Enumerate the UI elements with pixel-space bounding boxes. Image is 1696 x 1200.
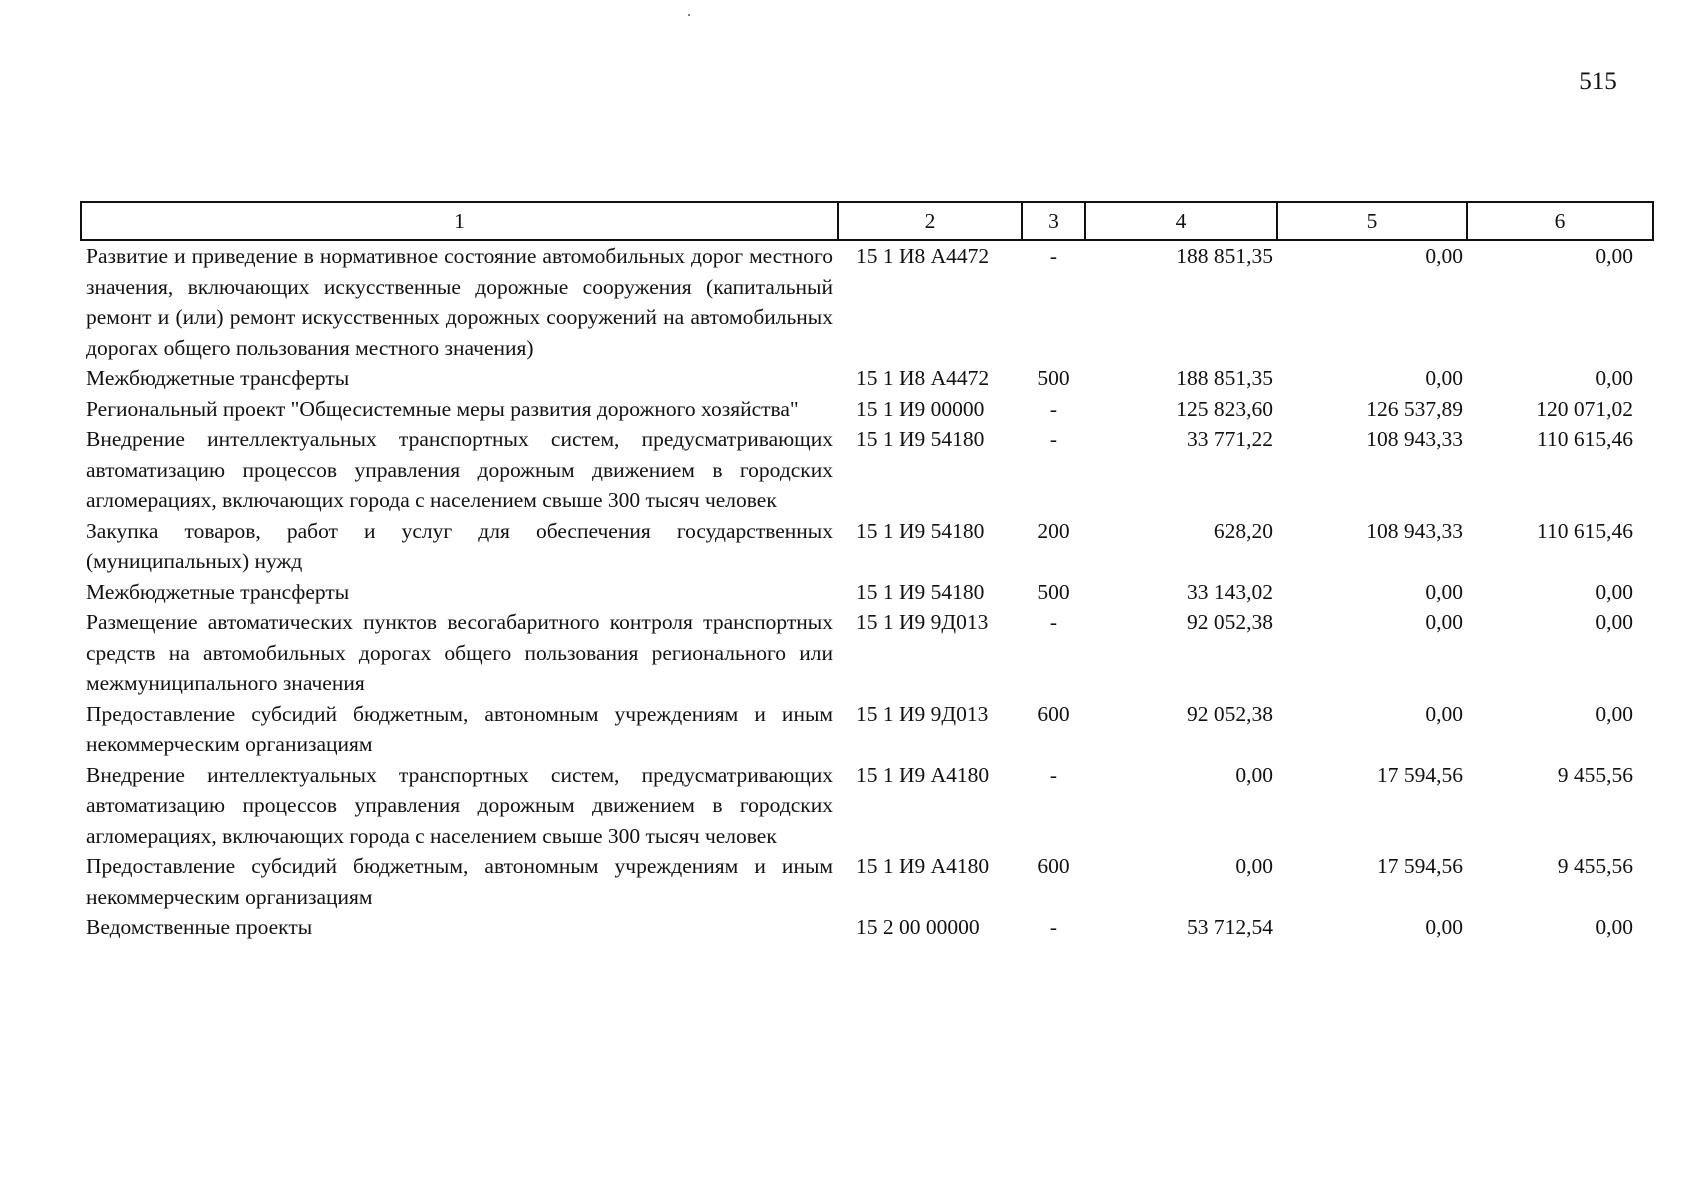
- row-type: -: [1049, 427, 1058, 451]
- row-value-4: 188 851,35: [1176, 244, 1273, 268]
- row-name: Предоставление субсидий бюджетным, автономным учреждениям и иным некоммерческим организациям: [86, 701, 833, 756]
- table-row: [81, 699, 1653, 760]
- row-code: 15 1 И9 54180: [856, 427, 985, 451]
- row-value-6: 0,00: [1595, 366, 1633, 390]
- row-value-4: 53 712,54: [1187, 915, 1273, 939]
- row-value-5: 0,00: [1425, 915, 1463, 939]
- row-value-4: 92 052,38: [1187, 701, 1273, 726]
- row-type: 500: [1037, 579, 1070, 604]
- row-value-5: 17 594,56: [1377, 854, 1463, 878]
- row-code: 15 1 И9 00000: [856, 396, 985, 421]
- row-code: 15 1 И8 А4472: [856, 366, 990, 390]
- row-name: Межбюджетные трансферты: [86, 366, 350, 390]
- row-code: 15 1 И9 54180: [856, 518, 985, 543]
- header-col-2: 2: [838, 202, 1022, 240]
- table-header: [81, 202, 1653, 240]
- row-code: 15 2 00 00000: [856, 915, 980, 939]
- row-value-4: 628,20: [1213, 518, 1273, 543]
- row-value-4: 33 771,22: [1187, 427, 1273, 451]
- scan-speck: [688, 14, 690, 16]
- header-col-5: 5: [1277, 202, 1467, 240]
- page-number: 515: [1579, 68, 1617, 95]
- table-row: [81, 760, 1653, 852]
- row-code: 15 1 И8 А4472: [856, 244, 990, 268]
- row-name: Развитие и приведение в нормативное состояние автомобильных дорог местного значения, включающих искусственные дорожные сооружения (капитальный ремонт и (или) ремонт искусственных дорожных сооружений на автомобильных дорогах общего пользования местного значения): [86, 244, 833, 360]
- table-row: [81, 577, 1653, 608]
- row-code: 15 1 И9 9Д013: [856, 610, 989, 634]
- row-value-6: 0,00: [1595, 244, 1633, 268]
- row-value-4: 125 823,60: [1176, 396, 1273, 421]
- row-type: -: [1049, 762, 1058, 787]
- table-row: [81, 363, 1653, 394]
- row-value-5: 0,00: [1425, 244, 1463, 268]
- row-code: 15 1 И9 9Д013: [856, 701, 989, 726]
- row-code: 15 1 И9 А4180: [856, 854, 990, 878]
- row-code: 15 1 И9 54180: [856, 579, 985, 604]
- row-value-4: 92 052,38: [1187, 610, 1273, 634]
- row-type: 600: [1037, 854, 1070, 878]
- row-value-5: 0,00: [1425, 366, 1463, 390]
- row-value-4: 0,00: [1235, 762, 1273, 787]
- row-value-5: 0,00: [1425, 579, 1463, 604]
- row-name: Региональный проект "Общесистемные меры развития дорожного хозяйства": [86, 396, 799, 421]
- row-value-5: 108 943,33: [1366, 427, 1463, 451]
- row-value-5: 126 537,89: [1366, 396, 1463, 421]
- row-value-6: 9 455,56: [1557, 854, 1633, 878]
- header-col-6: 6: [1467, 202, 1653, 240]
- row-name: Закупка товаров, работ и услуг для обеспечения государственных (муниципальных) нужд: [86, 518, 833, 573]
- row-value-6: 0,00: [1595, 915, 1633, 939]
- header-row: [81, 202, 1653, 240]
- row-value-5: 0,00: [1425, 610, 1463, 634]
- row-value-5: 0,00: [1425, 701, 1463, 726]
- row-value-6: 9 455,56: [1557, 762, 1633, 787]
- row-type: 200: [1037, 518, 1070, 543]
- row-name: Внедрение интеллектуальных транспортных систем, предусматривающих автоматизацию процессов управления дорожным движением в городских агломерациях, включающих города с населением свыше 300 тысяч человек: [86, 427, 833, 512]
- row-value-5: 108 943,33: [1366, 518, 1463, 543]
- table-row: [81, 607, 1653, 699]
- table-row: [81, 516, 1653, 577]
- row-type: -: [1049, 610, 1058, 634]
- row-type: -: [1049, 915, 1058, 939]
- header-col-3: 3: [1022, 202, 1085, 240]
- row-name: Внедрение интеллектуальных транспортных систем, предусматривающих автоматизацию процессов управления дорожным движением в городских агломерациях, включающих города с населением свыше 300 тысяч человек: [86, 762, 833, 848]
- row-value-4: 33 143,02: [1187, 579, 1273, 604]
- row-type: -: [1049, 244, 1058, 268]
- row-value-6: 0,00: [1595, 701, 1633, 726]
- table-body: [81, 240, 1653, 943]
- row-name: Предоставление субсидий бюджетным, автономным учреждениям и иным некоммерческим организациям: [86, 854, 833, 909]
- row-name: Ведомственные проекты: [86, 915, 313, 939]
- budget-table: [80, 201, 1654, 943]
- row-value-5: 17 594,56: [1377, 762, 1463, 787]
- table-row: [81, 240, 1653, 363]
- header-col-1: 1: [81, 202, 838, 240]
- row-type: 600: [1037, 701, 1070, 726]
- row-code: 15 1 И9 А4180: [856, 762, 990, 787]
- row-type: 500: [1037, 366, 1070, 390]
- row-value-6: 0,00: [1595, 610, 1633, 634]
- row-type: -: [1049, 396, 1058, 421]
- row-value-4: 0,00: [1235, 854, 1273, 878]
- row-value-6: 110 615,46: [1537, 518, 1633, 543]
- table-row: [81, 424, 1653, 516]
- table-row: [81, 912, 1653, 943]
- budget-table-container: [80, 201, 1652, 943]
- row-value-6: 0,00: [1595, 579, 1633, 604]
- row-value-6: 120 071,02: [1536, 396, 1633, 421]
- row-name: Размещение автоматических пунктов весогабаритного контроля транспортных средств на автомобильных дорогах общего пользования регионального или межмуниципального значения: [86, 610, 833, 695]
- row-name: Межбюджетные трансферты: [86, 579, 350, 604]
- row-value-6: 110 615,46: [1537, 427, 1633, 451]
- header-col-4: 4: [1085, 202, 1277, 240]
- table-row: [81, 394, 1653, 425]
- table-row: [81, 851, 1653, 912]
- row-value-4: 188 851,35: [1176, 366, 1273, 390]
